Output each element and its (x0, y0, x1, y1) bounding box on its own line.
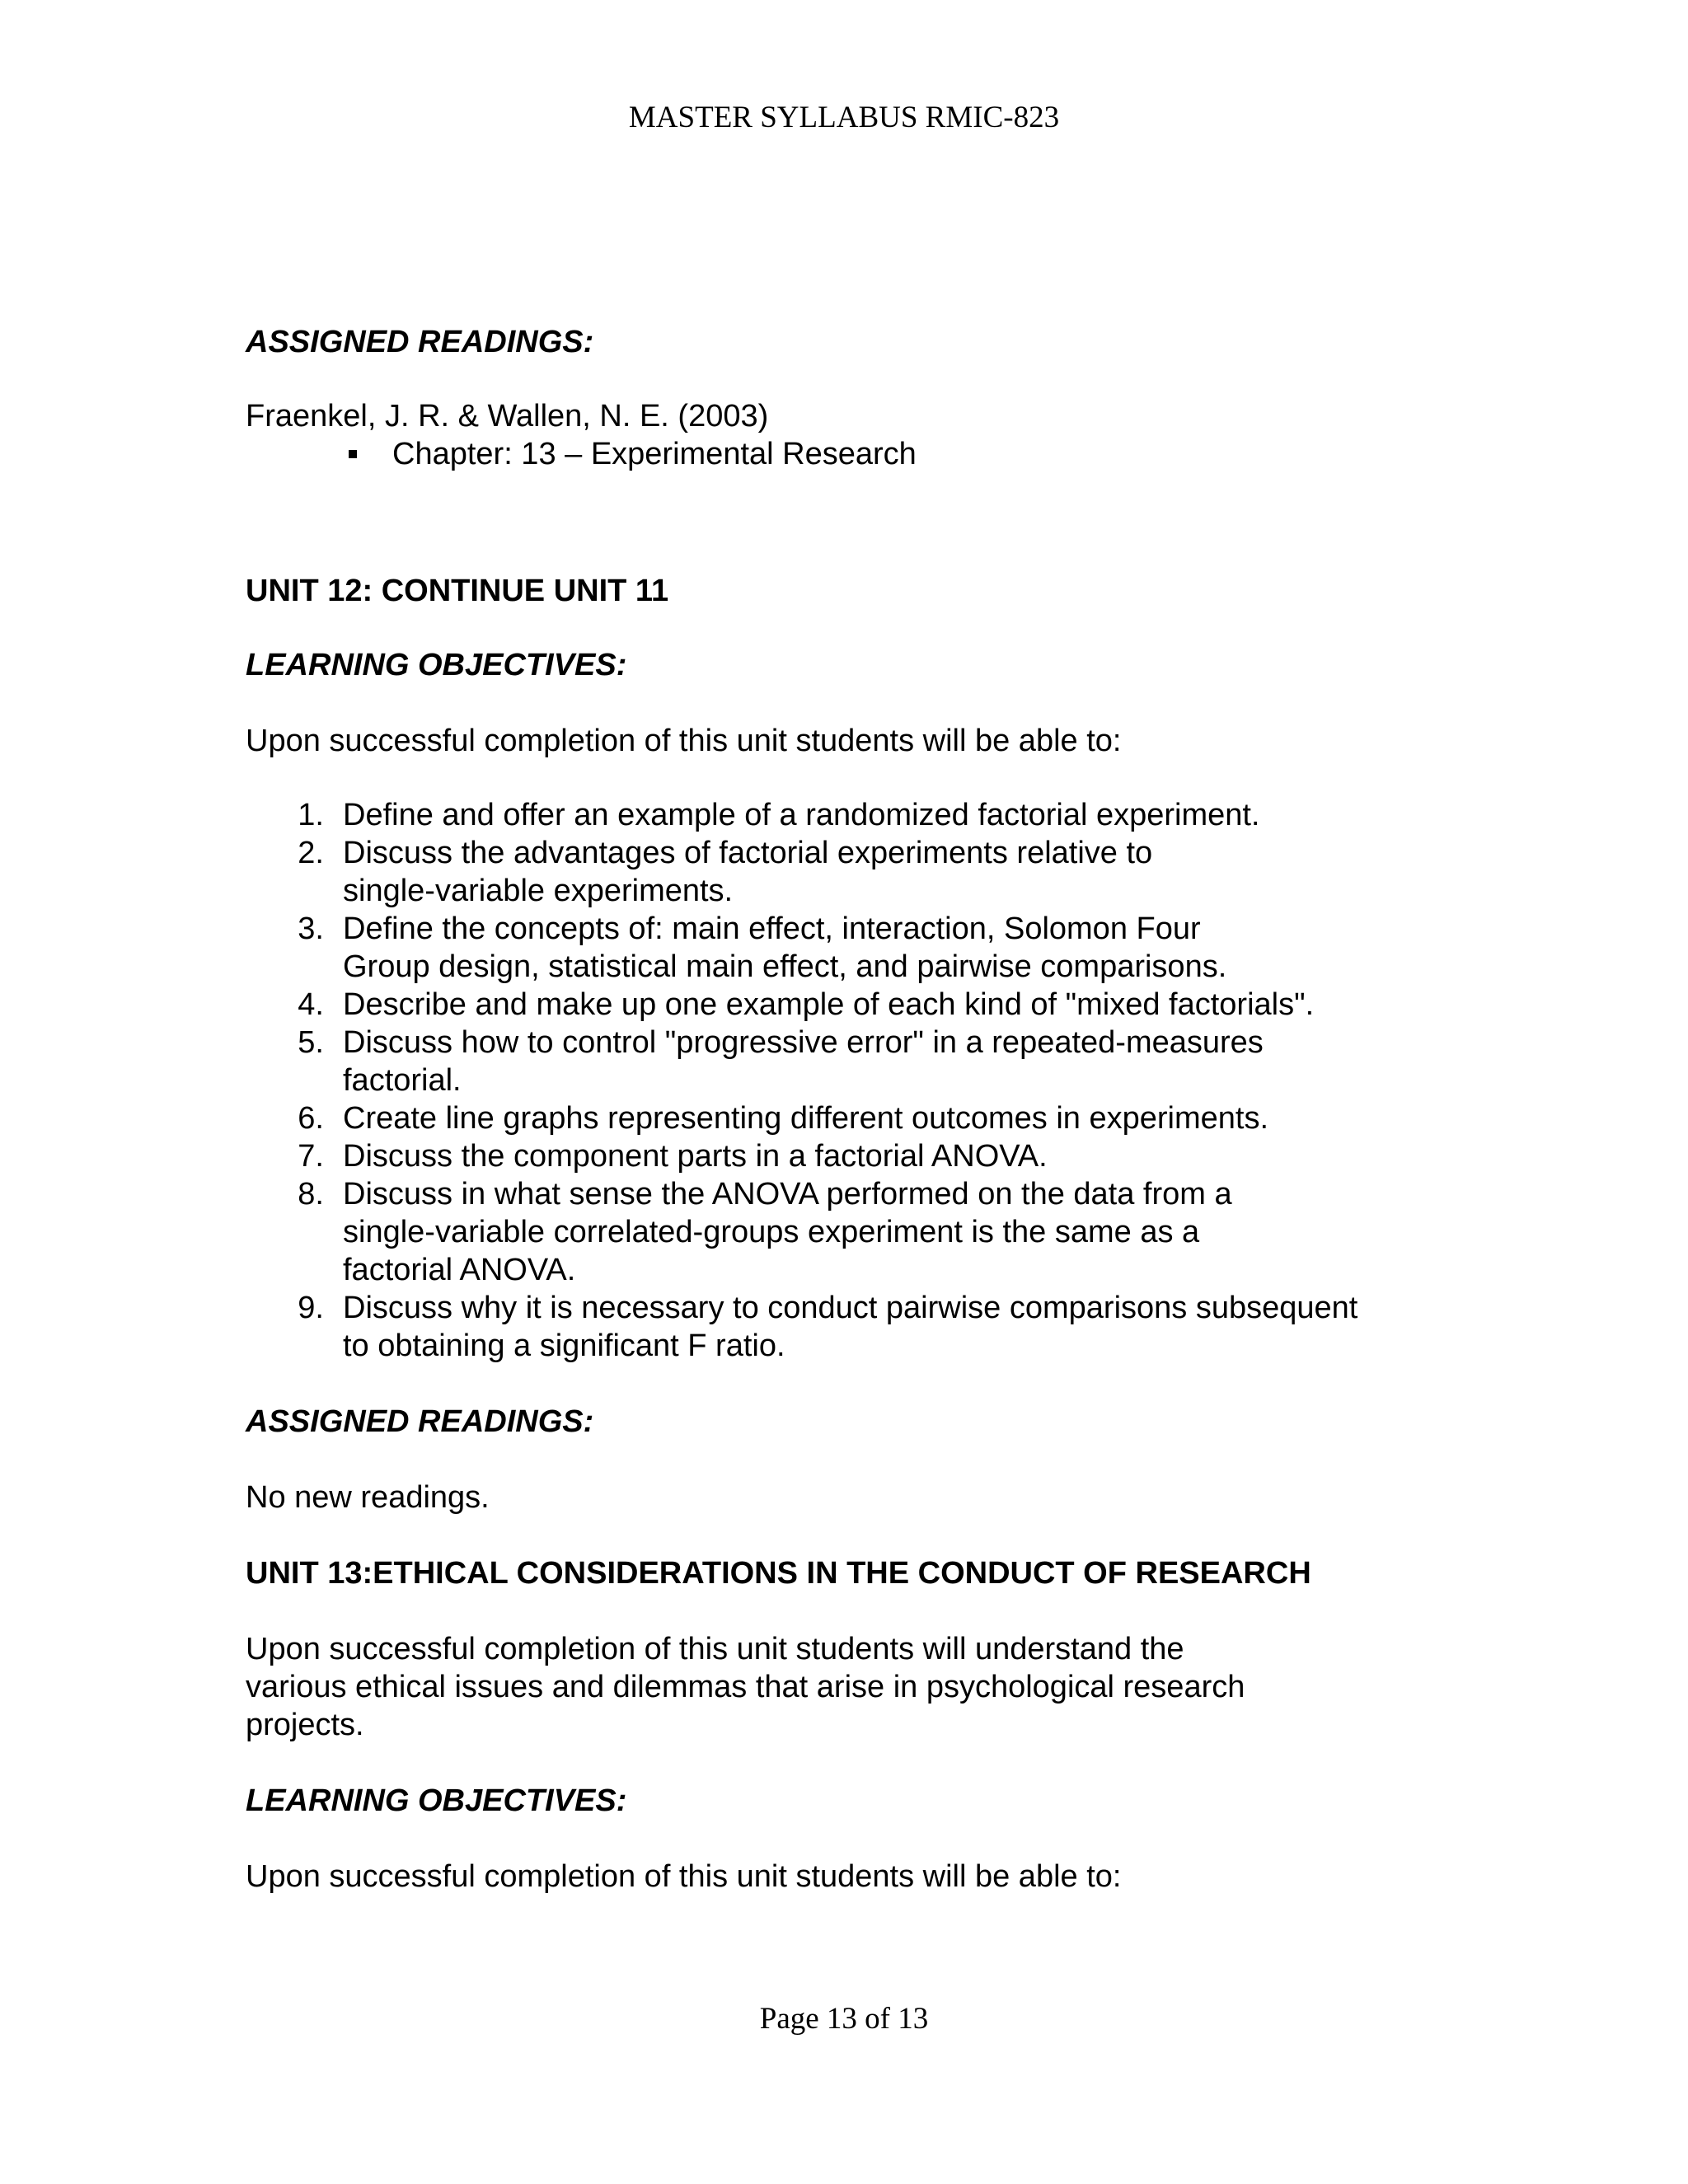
square-bullet-icon (349, 450, 357, 458)
page-footer: Page 13 of 13 (759, 2002, 929, 2036)
unit-13-description: various ethical issues and dilemmas that arise in psychological research (246, 1670, 1245, 1704)
unit-12-title: UNIT 12: CONTINUE UNIT 11 (246, 574, 669, 608)
assigned-readings-heading: ASSIGNED READINGS: (246, 325, 594, 359)
unit-13-description: projects. (246, 1708, 364, 1742)
list-item-number: 7. (298, 1139, 324, 1174)
list-item-number: 9. (298, 1291, 324, 1325)
list-item: Define and offer an example of a randomized factorial experiment. (343, 798, 1260, 832)
list-item-continuation: single-variable correlated-groups experiment is the same as a (343, 1215, 1200, 1249)
list-item: Discuss the component parts in a factorial ANOVA. (343, 1139, 1048, 1174)
list-item: Define the concepts of: main effect, interaction, Solomon Four (343, 912, 1201, 946)
list-item: Discuss how to control "progressive error" in a repeated-measures (343, 1025, 1264, 1060)
list-item-continuation: to obtaining a significant F ratio. (343, 1329, 785, 1363)
learning-objectives-heading: LEARNING OBJECTIVES: (246, 1783, 627, 1818)
list-item: Describe and make up one example of each kind of "mixed factorials". (343, 987, 1315, 1022)
list-item-continuation: factorial. (343, 1063, 462, 1098)
list-item-number: 2. (298, 836, 324, 870)
unit-13-title: UNIT 13:ETHICAL CONSIDERATIONS IN THE CONDUCT OF RESEARCH (246, 1556, 1311, 1591)
reading-citation: Fraenkel, J. R. & Wallen, N. E. (2003) (246, 399, 769, 434)
list-item-continuation: single-variable experiments. (343, 874, 734, 908)
list-item: Discuss the advantages of factorial experiments relative to (343, 836, 1153, 870)
list-item: Create line graphs representing different outcomes in experiments. (343, 1101, 1269, 1136)
list-item-number: 5. (298, 1025, 324, 1060)
reading-chapter: Chapter: 13 – Experimental Research (392, 437, 917, 471)
assigned-readings-heading: ASSIGNED READINGS: (246, 1404, 594, 1439)
list-item-continuation: factorial ANOVA. (343, 1253, 576, 1287)
list-item: Discuss in what sense the ANOVA performed on the data from a (343, 1177, 1232, 1212)
readings-note: No new readings. (246, 1480, 490, 1515)
list-item-number: 1. (298, 798, 324, 832)
learning-objectives-heading: LEARNING OBJECTIVES: (246, 648, 627, 682)
list-item-continuation: Group design, statistical main effect, and pairwise comparisons. (343, 949, 1227, 984)
list-item: Discuss why it is necessary to conduct pairwise comparisons subsequent (343, 1291, 1358, 1325)
objectives-intro: Upon successful completion of this unit students will be able to: (246, 724, 1122, 758)
list-item-number: 8. (298, 1177, 324, 1212)
page-header: MASTER SYLLABUS RMIC-823 (628, 101, 1060, 134)
unit-13-description: Upon successful completion of this unit students will understand the (246, 1632, 1184, 1666)
objectives-intro: Upon successful completion of this unit students will be able to: (246, 1859, 1122, 1894)
list-item-number: 6. (298, 1101, 324, 1136)
list-item-number: 4. (298, 987, 324, 1022)
list-item-number: 3. (298, 912, 324, 946)
